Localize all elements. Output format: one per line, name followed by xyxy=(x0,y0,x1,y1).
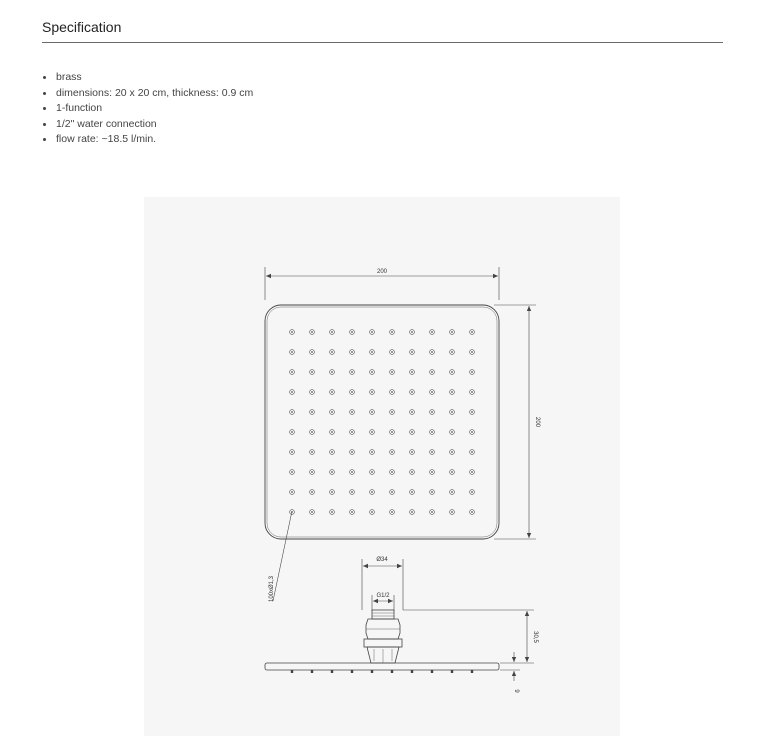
nozzle-grid xyxy=(290,330,475,515)
technical-drawing xyxy=(144,197,620,736)
nozzle-center xyxy=(431,391,433,393)
nozzle-center xyxy=(371,391,373,393)
nozzle-center xyxy=(451,331,453,333)
nozzle-center xyxy=(331,371,333,373)
nozzle-center xyxy=(351,511,353,513)
nozzle-center xyxy=(451,491,453,493)
nozzle-center xyxy=(331,331,333,333)
nozzle-center xyxy=(371,471,373,473)
nozzle-center xyxy=(331,491,333,493)
nozzle-center xyxy=(411,391,413,393)
connector-height-label: 30,5 xyxy=(532,631,538,643)
nozzle-center xyxy=(291,371,293,373)
nozzle-center xyxy=(351,471,353,473)
nozzle-nub xyxy=(391,670,393,673)
nozzle-center xyxy=(371,451,373,453)
nozzle-center xyxy=(371,411,373,413)
nozzle-nub xyxy=(331,670,333,673)
nozzle-center xyxy=(451,371,453,373)
nozzle-center xyxy=(471,351,473,353)
nozzle-center xyxy=(311,331,313,333)
nozzle-center xyxy=(311,451,313,453)
nozzle-center xyxy=(391,371,393,373)
nozzle-nub xyxy=(411,670,413,673)
nozzle-center xyxy=(411,451,413,453)
nozzle-center xyxy=(351,451,353,453)
nozzle-center xyxy=(331,411,333,413)
nozzle-center xyxy=(431,451,433,453)
nozzle-label: 100xØ1,3 xyxy=(269,575,275,603)
shower-plate-inner-edge xyxy=(267,307,497,537)
nozzle-center xyxy=(451,351,453,353)
nozzle-center xyxy=(411,431,413,433)
nozzle-center xyxy=(291,431,293,433)
nozzle-center xyxy=(431,411,433,413)
nozzle-center xyxy=(291,351,293,353)
nozzle-center xyxy=(451,431,453,433)
nozzle-center xyxy=(471,511,473,513)
nozzle-center xyxy=(391,431,393,433)
nozzle-leader-line xyxy=(273,511,292,601)
nozzle-center xyxy=(471,471,473,473)
nozzle-center xyxy=(391,471,393,473)
nozzle-center xyxy=(331,471,333,473)
nozzle-center xyxy=(431,371,433,373)
nozzle-center xyxy=(311,511,313,513)
nozzle-nub xyxy=(371,670,373,673)
technical-drawing-svg xyxy=(144,197,620,736)
nozzle-center xyxy=(311,411,313,413)
nozzle-center xyxy=(371,371,373,373)
nozzle-center xyxy=(311,391,313,393)
nozzle-center xyxy=(411,491,413,493)
spec-item-material: brass xyxy=(42,70,253,86)
nozzle-center xyxy=(431,431,433,433)
nozzle-center xyxy=(311,371,313,373)
connector-nut xyxy=(364,639,402,647)
nozzle-center xyxy=(431,471,433,473)
nozzle-nub xyxy=(351,670,353,673)
nozzle-center xyxy=(311,351,313,353)
nozzle-nub xyxy=(451,670,453,673)
nozzle-nub xyxy=(291,670,293,673)
nozzle-center xyxy=(431,351,433,353)
nozzle-center xyxy=(331,431,333,433)
nozzle-center xyxy=(351,491,353,493)
nozzle-nub xyxy=(311,670,313,673)
nozzle-center xyxy=(471,491,473,493)
nozzle-center xyxy=(291,491,293,493)
nozzle-nubs xyxy=(291,670,473,673)
nozzle-center xyxy=(291,451,293,453)
connector-thread xyxy=(372,610,394,619)
nozzle-center xyxy=(411,371,413,373)
nozzle-nub xyxy=(431,670,433,673)
nozzle-center xyxy=(431,511,433,513)
nozzle-center xyxy=(291,471,293,473)
nozzle-center xyxy=(411,351,413,353)
section-title: Specification xyxy=(42,19,122,35)
spec-item-flow-rate: flow rate: ~18.5 l/min. xyxy=(42,132,253,148)
nozzle-center xyxy=(391,391,393,393)
nozzle-center xyxy=(451,451,453,453)
nozzle-center xyxy=(331,511,333,513)
side-view xyxy=(265,559,534,681)
nozzle-center xyxy=(331,451,333,453)
nozzle-center xyxy=(371,331,373,333)
thread-label: G1/2 xyxy=(376,593,390,599)
nozzle-center xyxy=(351,351,353,353)
nozzle-center xyxy=(391,351,393,353)
spec-item-connection: 1/2" water connection xyxy=(42,117,253,133)
nozzle-center xyxy=(331,351,333,353)
nozzle-center xyxy=(331,391,333,393)
nozzle-center xyxy=(311,431,313,433)
plate-thickness-label: 9 xyxy=(513,689,519,693)
shower-plate-side xyxy=(265,663,499,670)
nozzle-center xyxy=(471,451,473,453)
nozzle-center xyxy=(351,331,353,333)
nozzle-center xyxy=(351,391,353,393)
nozzle-center xyxy=(451,471,453,473)
section-divider xyxy=(42,42,723,43)
spec-item-dimensions: dimensions: 20 x 20 cm, thickness: 0.9 cm xyxy=(42,86,253,102)
nozzle-center xyxy=(291,411,293,413)
nozzle-center xyxy=(371,351,373,353)
nozzle-center xyxy=(311,491,313,493)
nozzle-center xyxy=(431,491,433,493)
nozzle-center xyxy=(291,391,293,393)
nozzle-center xyxy=(471,371,473,373)
nozzle-center xyxy=(371,491,373,493)
nozzle-center xyxy=(391,331,393,333)
nozzle-center xyxy=(411,471,413,473)
nozzle-center xyxy=(451,391,453,393)
nozzle-center xyxy=(391,491,393,493)
nozzle-center xyxy=(471,431,473,433)
nozzle-center xyxy=(351,411,353,413)
nozzle-center xyxy=(371,431,373,433)
nozzle-center xyxy=(451,411,453,413)
width-label: 200 xyxy=(376,269,388,275)
nozzle-center xyxy=(391,451,393,453)
nozzle-center xyxy=(311,471,313,473)
nozzle-center xyxy=(471,391,473,393)
nozzle-center xyxy=(451,511,453,513)
nozzle-nub xyxy=(471,670,473,673)
shower-plate-outline xyxy=(265,305,499,539)
spec-list xyxy=(42,70,253,148)
nozzle-center xyxy=(371,511,373,513)
height-label: 200 xyxy=(534,416,540,428)
nozzle-center xyxy=(471,411,473,413)
nozzle-center xyxy=(391,411,393,413)
connector-diameter-label: Ø34 xyxy=(376,557,388,563)
nozzle-center xyxy=(391,511,393,513)
nozzle-center xyxy=(351,431,353,433)
spec-item-function: 1-function xyxy=(42,101,253,117)
nozzle-center xyxy=(291,331,293,333)
nozzle-center xyxy=(431,331,433,333)
nozzle-center xyxy=(411,511,413,513)
nozzle-center xyxy=(411,411,413,413)
nozzle-center xyxy=(351,371,353,373)
nozzle-center xyxy=(471,331,473,333)
nozzle-center xyxy=(411,331,413,333)
